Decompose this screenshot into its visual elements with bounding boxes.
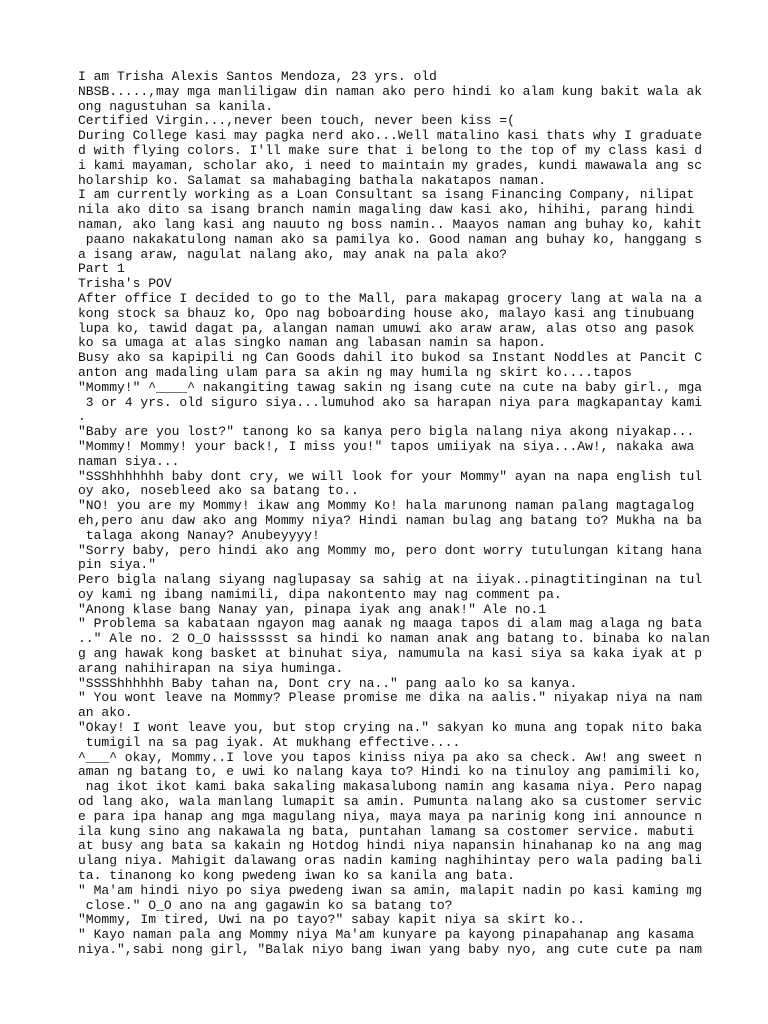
text-line: eh,pero anu daw ako ang Mommy niya? Hindi naman bulag ang batang to? Mukha na ba [78, 512, 703, 528]
text-line: tumigil na sa pag iyak. At mukhang effective.... [78, 734, 461, 750]
text-line: holarship ko. Salamat sa mahabaging bathala nakatapos naman. [78, 172, 547, 188]
text-line: After office I decided to go to the Mall, para makapag grocery lang at wala na a [78, 290, 703, 306]
text-line: Busy ako sa kapipili ng Can Goods dahil ito bukod sa Instant Noddles at Pancit C [78, 350, 703, 366]
text-line: . [78, 409, 86, 425]
text-line: naman siya... [78, 453, 180, 469]
story-text [78, 70, 723, 958]
text-line: "NO! you are my Mommy! ikaw ang Mommy Ko! hala marunong naman palang magtagalog [78, 498, 695, 514]
text-line: Pero bigla nalang siyang naglupasay sa sahig at na iiyak..pinagtitinginan na tul [78, 572, 703, 588]
text-line: During College kasi may pagka nerd ako...Well matalino kasi thats why I graduate [78, 128, 703, 144]
text-line: nila ako dito sa isang branch namin magaling daw kasi ako, hihihi, parang hindi [78, 202, 695, 218]
text-line: 3 or 4 yrs. old siguro siya...lumuhod ako sa harapan niya para magkapantay kami [78, 394, 703, 410]
text-line: "Okay! I wont leave you, but stop crying na." sakyan ko muna ang topak nito baka [78, 720, 703, 736]
text-line: "Mommy, Im tired, Uwi na po tayo?" sabay kapit niya sa skirt ko.. [78, 912, 586, 928]
text-line: " Kayo naman pala ang Mommy niya Ma'am kunyare pa kayong pinapahanap ang kasama [78, 927, 695, 943]
text-line: "Mommy! Mommy! your back!, I miss you!" tapos umiiyak na siya...Aw!, nakaka awa [78, 438, 695, 454]
text-line: aman ng batang to, e uwi ko nalang kaya to? Hindi ko na tinuloy ang pamimili ko, [78, 764, 703, 780]
text-line: e para ipa hanap ang mga magulang niya, maya maya pa narinig kong ini announce n [78, 808, 703, 824]
text-line: "Sorry baby, pero hindi ako ang Mommy mo, pero dont worry tutulungan kitang hana [78, 542, 703, 558]
text-line: Certified Virgin...,never been touch, never been kiss =( [78, 113, 515, 129]
text-line: .." Ale no. 2 O_O haissssst sa hindi ko naman anak ang batang to. binaba ko nalan [78, 631, 710, 647]
text-line: oy ako, nosebleed ako sa batang to.. [78, 483, 359, 499]
text-line: d with flying colors. I'll make sure that i belong to the top of my class kasi d [78, 142, 703, 158]
text-line: "SSShhhhhhh baby dont cry, we will look for your Mommy" ayan na napa english tul [78, 468, 703, 484]
text-line: anton ang madaling ulam para sa akin ng may humila ng skirt ko....tapos [78, 364, 632, 380]
text-line: od lang ako, wala manlang lumapit sa amin. Pumunta nalang ako sa customer servic [78, 794, 703, 810]
text-line: a isang araw, nagulat nalang ako, may anak na pala ako? [78, 246, 508, 262]
text-line: I am currently working as a Loan Consultant sa isang Financing Company, nilipat [78, 187, 695, 203]
text-line: g ang hawak kong basket at binuhat siya, namumula na kasi siya sa kaka iyak at p [78, 646, 703, 662]
text-line: "Baby are you lost?" tanong ko sa kanya pero bigla nalang niya akong niyakap... [78, 424, 695, 440]
text-line: close." O_O ano na ang gagawin ko sa batang to? [78, 897, 453, 913]
text-line: NBSB.....,may mga manliligaw din naman ako pero hindi ko alam kung bakit wala ak [78, 83, 703, 99]
text-line: i kami mayaman, scholar ako, i need to maintain my grades, kundi mawawala ang sc [78, 157, 703, 173]
text-line: naman, ako lang kasi ang nauuto ng boss namin.. Maayos naman ang buhay ko, kahit [78, 216, 703, 232]
text-line: ^___^ okay, Mommy..I love you tapos kiniss niya pa ako sa check. Aw! ang sweet n [78, 749, 703, 765]
text-line: arang nahihirapan na siya huminga. [78, 660, 344, 676]
text-line: ta. tinanong ko kong pwedeng iwan ko sa kanila ang bata. [78, 868, 515, 884]
text-line: oy kami ng ibang namimili, dipa nakontento may nag comment pa. [78, 586, 562, 602]
text-line: Trisha's POV [78, 276, 172, 292]
text-line: paano nakakatulong naman ako sa pamilya ko. Good naman ang buhay ko, hanggang s [78, 231, 703, 247]
text-line: kong stock sa bhauz ko, Opo nag boboarding house ako, malayo kasi ang tinubuang [78, 305, 695, 321]
text-line: "Anong klase bang Nanay yan, pinapa iyak ang anak!" Ale no.1 [78, 601, 547, 617]
text-line: lupa ko, tawid dagat pa, alangan naman umuwi ako araw araw, alas otso ang pasok [78, 320, 695, 336]
text-line: Part 1 [78, 261, 125, 277]
text-line: pin siya." [78, 557, 157, 573]
text-line: an ako. [78, 705, 133, 721]
text-line: " Ma'am hindi niyo po siya pwedeng iwan sa amin, malapit nadin po kasi kaming mg [78, 882, 703, 898]
text-line: ulang niya. Mahigit dalawang oras nadin kaming naghihintay pero wala pading bali [78, 853, 703, 869]
text-line: "SSSShhhhhh Baby tahan na, Dont cry na.." pang aalo ko sa kanya. [78, 675, 578, 691]
text-line: talaga akong Nanay? Anubeyyyy! [78, 527, 320, 543]
text-line: niya.",sabi nong girl, "Balak niyo bang iwan yang baby nyo, ang cute cute pa nam [78, 942, 703, 958]
text-line: ko sa umaga at alas singko naman ang labasan namin sa hapon. [78, 335, 547, 351]
text-line: ila kung sino ang nakawala ng bata, puntahan lamang sa costomer service. mabuti [78, 823, 695, 839]
text-line: "Mommy!" ^____^ nakangiting tawag sakin ng isang cute na cute na baby girl., mga [78, 379, 703, 395]
text-line: at busy ang bata sa kakain ng Hotdog hindi niya napansin hinahanap ko na ang mag [78, 838, 703, 854]
text-line: I am Trisha Alexis Santos Mendoza, 23 yrs. old [78, 69, 437, 84]
text-line: " Problema sa kabataan ngayon mag aanak ng maaga tapos di alam mag alaga ng bata [78, 616, 703, 632]
text-line: nag ikot ikot kami baka sakaling makasalubong namin ang kasama niya. Pero napag [78, 779, 703, 795]
text-line: " You wont leave na Mommy? Please promise me dika na aalis." niyakap niya na nam [78, 690, 703, 706]
text-line: ong nagustuhan sa kanila. [78, 98, 274, 114]
